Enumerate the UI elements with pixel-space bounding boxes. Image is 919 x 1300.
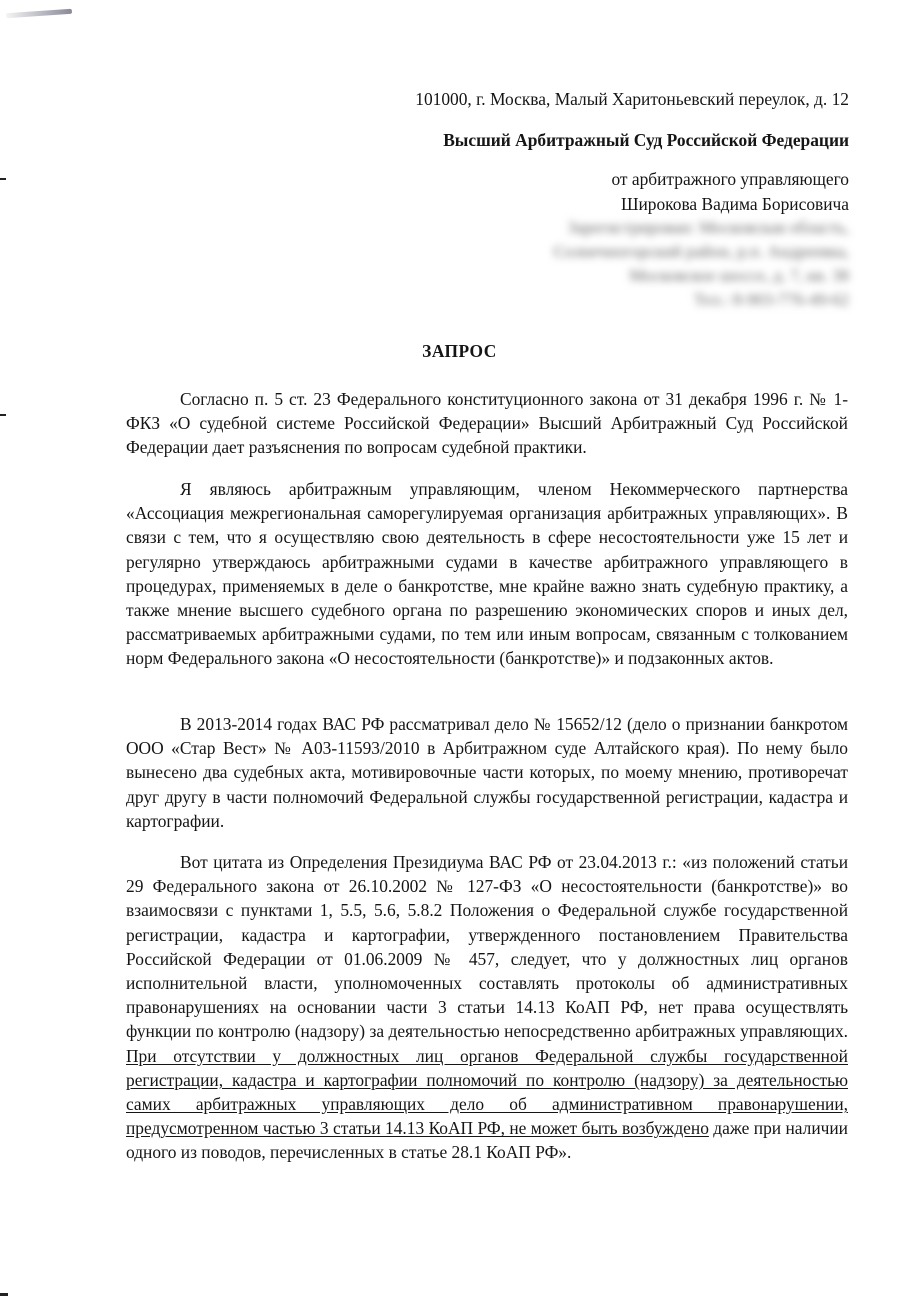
redacted-line: Тел.: 8-903-776-49-62 — [693, 290, 849, 309]
scan-edge-tick — [0, 414, 6, 416]
redacted-line: Солнечногорский район, р.п. Андреевка, — [553, 242, 849, 261]
scan-mark — [6, 9, 72, 19]
scan-edge-tick — [0, 1293, 8, 1296]
redacted-line: Зарегистрирован: Московская область, — [567, 218, 849, 237]
document-title: ЗАПРОС — [422, 341, 497, 361]
redacted-line: Московское шоссе, д. 7, кв. 38 — [629, 266, 849, 285]
quotation-text: Вот цитата из Определения Президиума ВАС РФ от 23.04.2013 г.: «из положений статьи 29 Федерального закона от 26.10.2002 № 127-ФЗ «О несостоятельности (банкротстве)» во взаимосвязи с пунктами 1, 5.5, 5.6, 5.8.2 Положения о Федеральной службе государственной регистрации, кадастра и картографии, утвержденного постановлением Правительства Российской Федерации от 01.06.2009 № 457, следует, что у должностных лиц органов исполнительной власти, уполномоченных составлять протоколы об административных правонарушениях на основании части 3 статьи 14.13 КоАП РФ, нет права осуществлять функции по контролю (надзору) за деятельностью непосредственно арбитражных управляющих. — [126, 852, 848, 1042]
paragraph-legal-basis: Согласно п. 5 ст. 23 Федерального конституционного закона от 31 декабря 1996 г. № 1-ФКЗ «О судебной системе Российской Федерации» Высший Арбитражный Суд Российской Федерации дает разъяснения по вопросам судебной практики. — [126, 389, 848, 458]
sender-name: Широкова Вадима Борисовича — [620, 194, 849, 214]
sender-role: от арбитражного управляющего — [611, 169, 849, 189]
underlined-quotation: При отсутствии у должностных лиц органов Федеральной службы государственной регистрации, кадастра и картографии полномочий по контролю (надзору) за деятельностью самих арбитражных управляющих дело об административном правонарушении, предусмотренном частью 3 статьи 14.13 КоАП РФ, не может быть возбуждено — [126, 1045, 848, 1139]
scan-edge-tick — [0, 178, 6, 180]
redacted-sender-details — [504, 216, 849, 312]
court-address: 101000, г. Москва, Малый Харитоньевский переулок, д. 12 — [415, 89, 849, 109]
paragraph-quotation — [126, 850, 848, 1165]
quotation-ending: даже при наличии одного из поводов, перечисленных в статье 28.1 КоАП РФ». — [126, 1118, 848, 1163]
court-name: Высший Арбитражный Суд Российской Федерации — [443, 130, 849, 150]
paragraph-introduction: Я являюсь арбитражным управляющим, членом Некоммерческого партнерства «Ассоциация межрегиональная саморегулируемая организация арбитражных управляющих». В связи с тем, что я осуществляю свою деятельность в сфере несостоятельности уже 15 лет и регулярно утверждаюсь арбитражными судами в качестве арбитражного управляющего в процедурах, применяемых в деле о банкротстве, мне крайне важно знать судебную практику, а также мнение высшего судебного органа по разрешению экономических споров и иных дел, рассматриваемых арбитражными судами, по тем или иным вопросам, связанным с толкованием норм Федерального закона «О несостоятельности (банкротстве)» и подзаконных актов. — [126, 479, 848, 669]
paragraph-case-reference: В 2013-2014 годах ВАС РФ рассматривал дело № 15652/12 (дело о признании банкротом ООО «Стар Вест» № А03-11593/2010 в Арбитражном суде Алтайского края). По нему было вынесено два судебных акта, мотивировочные части которых, по моему мнению, противоречат друг другу в части полномочий Федеральной службы государственной регистрации, кадастра и картографии. — [126, 714, 848, 831]
